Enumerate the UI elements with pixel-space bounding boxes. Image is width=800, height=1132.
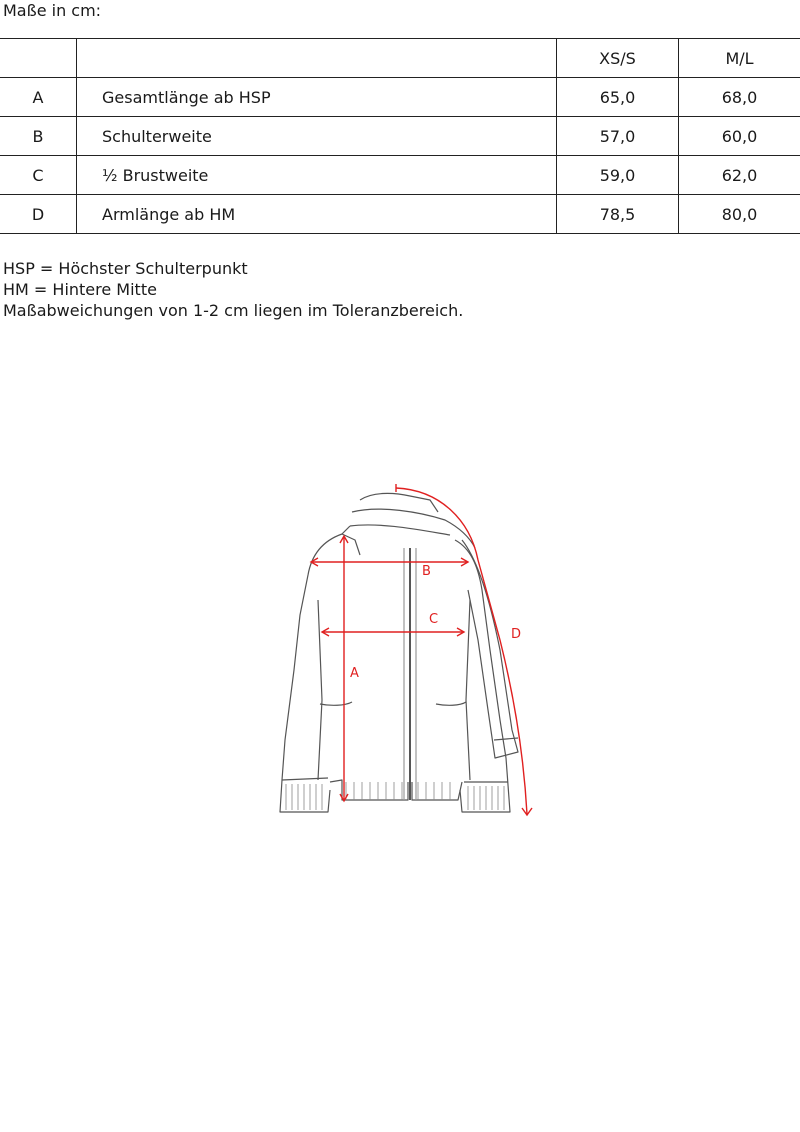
garment-sketch <box>270 470 550 830</box>
table-row <box>0 78 800 117</box>
measure-label-a: A <box>350 666 359 681</box>
header-cell-m-l: M/L <box>679 39 800 78</box>
table-row <box>0 117 800 156</box>
table-row <box>0 195 800 234</box>
row-value-m-l: 62,0 <box>679 156 800 195</box>
row-label: Schulterweite <box>77 117 557 156</box>
measure-label-c: C <box>429 612 439 627</box>
row-value-m-l: 80,0 <box>679 195 800 234</box>
row-label: ½ Brustweite <box>77 156 557 195</box>
header-cell-key <box>0 39 77 78</box>
row-value-xs-s: 59,0 <box>557 156 679 195</box>
measure-label-b: B <box>422 564 431 579</box>
table-header-row <box>0 39 800 78</box>
row-key: A <box>0 78 77 117</box>
measure-label-d: D <box>511 627 522 642</box>
row-value-m-l: 68,0 <box>679 78 800 117</box>
table-row <box>0 156 800 195</box>
row-value-xs-s: 57,0 <box>557 117 679 156</box>
row-value-xs-s: 78,5 <box>557 195 679 234</box>
footnotes <box>3 258 463 321</box>
row-key: B <box>0 117 77 156</box>
jacket-outline <box>280 493 518 812</box>
row-key: C <box>0 156 77 195</box>
header-cell-xs-s: XS/S <box>557 39 679 78</box>
size-table <box>0 38 800 234</box>
ribbing <box>286 782 504 810</box>
row-label: Armlänge ab HM <box>77 195 557 234</box>
note-tolerance: Maßabweichungen von 1-2 cm liegen im Toleranzbereich. <box>3 301 464 320</box>
row-value-m-l: 60,0 <box>679 117 800 156</box>
page-title: Maße in cm: <box>3 1 102 20</box>
measurement-lines <box>311 484 532 815</box>
note-hsp: HSP = Höchster Schulterpunkt <box>3 259 248 278</box>
row-value-xs-s: 65,0 <box>557 78 679 117</box>
row-label: Gesamtlänge ab HSP <box>77 78 557 117</box>
note-hm: HM = Hintere Mitte <box>3 280 157 299</box>
header-cell-label <box>77 39 557 78</box>
row-key: D <box>0 195 77 234</box>
